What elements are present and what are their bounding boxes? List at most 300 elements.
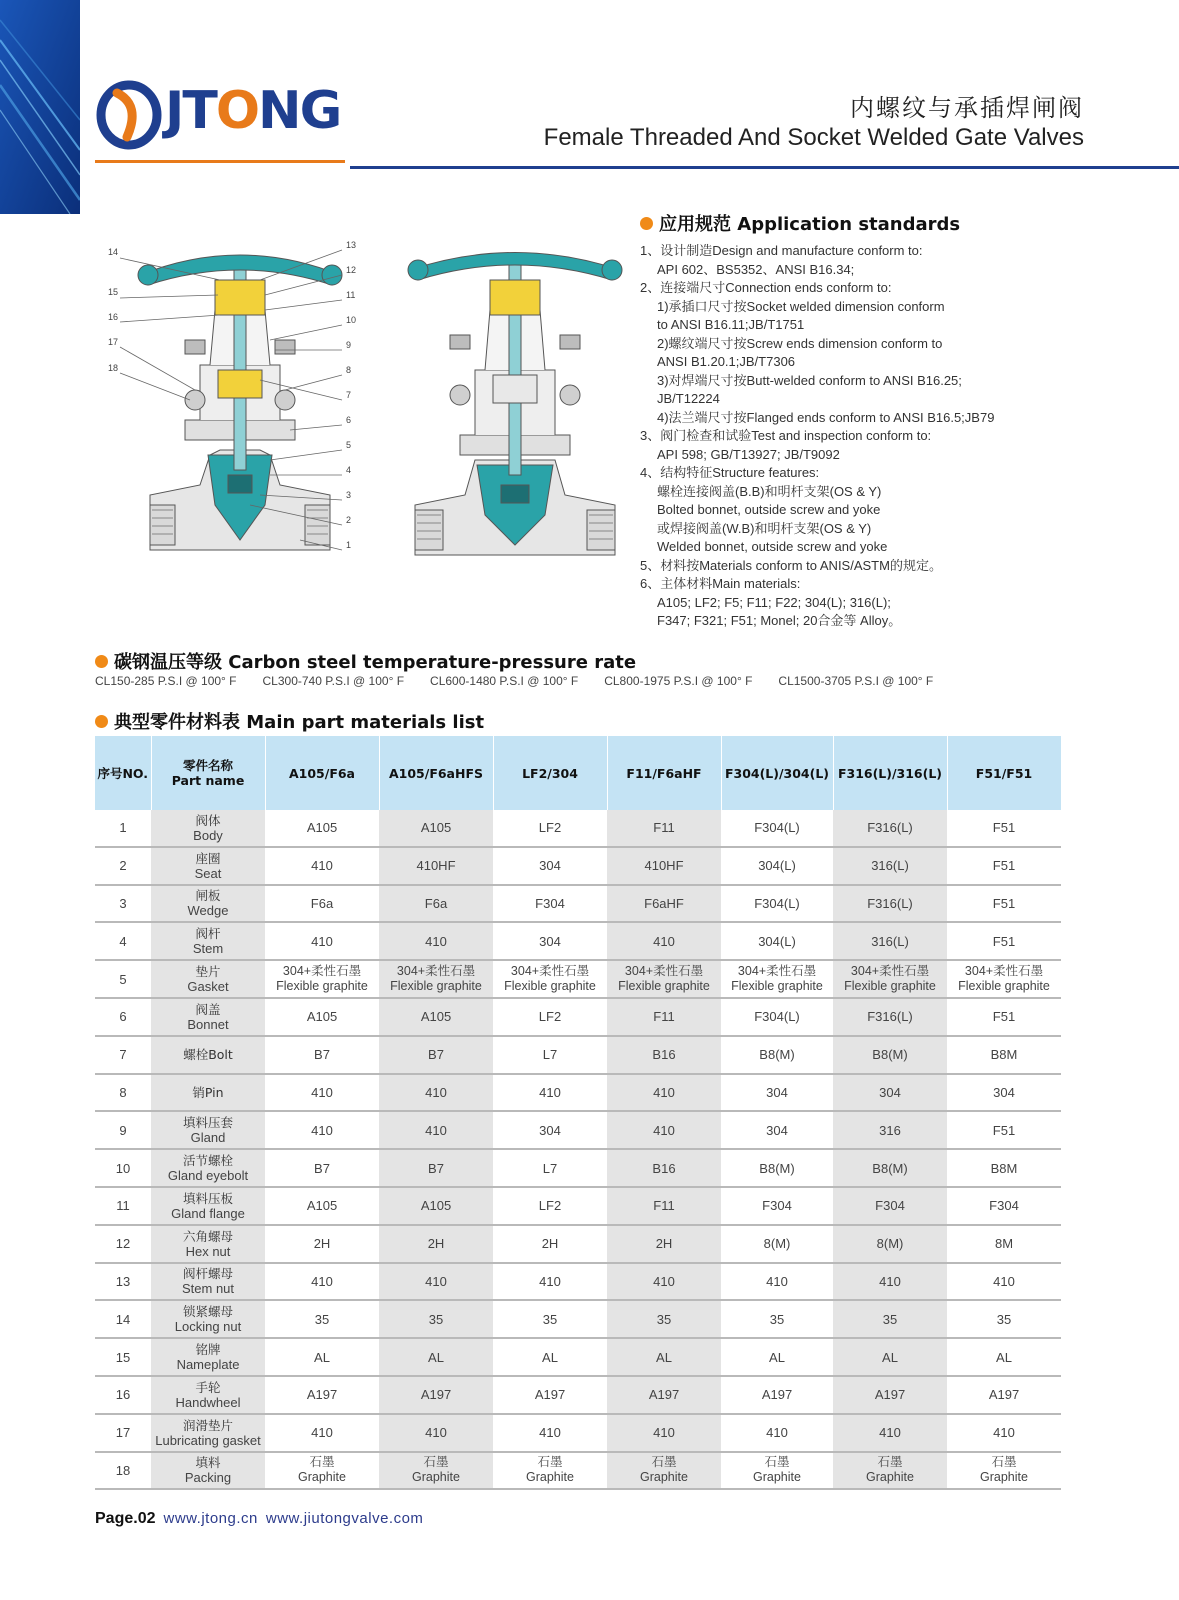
valve-drawing-welded xyxy=(405,240,625,590)
material-value: 304+柔性石墨 xyxy=(964,964,1044,979)
header-col: LF2/304 xyxy=(493,736,607,810)
standards-line: 1)承插口尺寸按Socket welded dimension conform xyxy=(657,298,945,314)
application-standards xyxy=(640,210,1160,631)
part-name-cn: 座圈 xyxy=(195,850,221,866)
material-value-en: Flexible graphite xyxy=(731,979,823,994)
material-cell: 410 xyxy=(265,1074,379,1112)
part-name-cell xyxy=(151,998,265,1036)
page-title-en: Female Threaded And Socket Welded Gate Valves xyxy=(543,124,1084,151)
part-name-en: Gland flange xyxy=(171,1205,245,1221)
table-header-row xyxy=(95,736,1061,810)
callout-6: 6 xyxy=(346,415,352,425)
material-value-en: Flexible graphite xyxy=(276,979,368,994)
row-number: 5 xyxy=(95,960,151,998)
table-row xyxy=(95,1225,1061,1263)
material-cell: A105 xyxy=(379,1187,493,1225)
table-row xyxy=(95,1111,1061,1149)
standards-heading xyxy=(640,210,1160,236)
material-cell: F316(L) xyxy=(833,810,947,847)
material-cell: L7 xyxy=(493,1149,607,1187)
material-cell: 410 xyxy=(721,1414,833,1452)
header-col: F316(L)/316(L) xyxy=(833,736,947,810)
material-cell: 8(M) xyxy=(721,1225,833,1263)
brand-logo xyxy=(95,75,355,165)
page-number: Page.02 xyxy=(95,1510,156,1527)
material-cell: AL xyxy=(379,1338,493,1376)
row-number: 3 xyxy=(95,885,151,923)
material-cell xyxy=(265,1452,379,1490)
row-number: 15 xyxy=(95,1338,151,1376)
material-cell: L7 xyxy=(493,1036,607,1074)
row-number: 10 xyxy=(95,1149,151,1187)
material-cell: 410 xyxy=(379,1074,493,1112)
part-name-cell xyxy=(151,1414,265,1452)
material-cell: 304 xyxy=(721,1111,833,1149)
part-name-cell xyxy=(151,1187,265,1225)
table-row xyxy=(95,847,1061,885)
material-cell: 410 xyxy=(379,1263,493,1301)
standards-line: F347; F321; F51; Monel; 20合金等 Alloy。 xyxy=(657,613,902,628)
material-cell: F6a xyxy=(379,885,493,923)
material-cell xyxy=(265,960,379,998)
part-name-cell xyxy=(151,1074,265,1112)
material-cell xyxy=(493,960,607,998)
material-cell: 2H xyxy=(607,1225,721,1263)
callout-4: 4 xyxy=(346,465,352,475)
row-number: 14 xyxy=(95,1300,151,1338)
table-row xyxy=(95,885,1061,923)
header-col: F11/F6aHF xyxy=(607,736,721,810)
material-cell: A197 xyxy=(607,1376,721,1414)
material-cell: 304 xyxy=(833,1074,947,1112)
material-cell: B16 xyxy=(607,1036,721,1074)
material-cell: A105 xyxy=(265,1187,379,1225)
material-value: 304+柔性石墨 xyxy=(624,964,704,979)
material-value: 石墨 xyxy=(309,1455,335,1470)
callout-16: 16 xyxy=(108,312,119,322)
material-cell: AL xyxy=(721,1338,833,1376)
callout-15: 15 xyxy=(108,287,119,297)
material-cell: B8M xyxy=(947,1149,1061,1187)
header-col: A105/F6aHFS xyxy=(379,736,493,810)
material-cell: F304 xyxy=(947,1187,1061,1225)
material-cell xyxy=(721,960,833,998)
pressure-rates xyxy=(95,674,1095,688)
header-part-cn: 零件名称 xyxy=(182,758,233,773)
material-cell: F6a xyxy=(265,885,379,923)
material-cell: 2H xyxy=(265,1225,379,1263)
callout-8: 8 xyxy=(346,365,352,375)
material-cell: 410 xyxy=(493,1074,607,1112)
material-value-en: Graphite xyxy=(640,1470,688,1485)
part-name-cn: 螺栓Bolt xyxy=(183,1047,233,1063)
standards-line: 2、连接端尺寸Connection ends conform to: xyxy=(640,280,892,295)
bullet-icon xyxy=(640,217,653,230)
carbon-steel-title: 碳钢温压等级 Carbon steel temperature-pressure rate xyxy=(114,652,637,673)
logo-mark-icon xyxy=(95,75,165,155)
standards-line: 4)法兰端尺寸按Flanged ends conform to ANSI B16.5;JB79 xyxy=(657,409,995,425)
material-cell: 35 xyxy=(265,1300,379,1338)
material-cell: LF2 xyxy=(493,810,607,847)
table-row xyxy=(95,1036,1061,1074)
part-name-cell xyxy=(151,1225,265,1263)
part-name-cn: 填料 xyxy=(195,1455,221,1471)
material-value-en: Flexible graphite xyxy=(844,979,936,994)
standards-line: ANSI B1.20.1;JB/T7306 xyxy=(657,354,796,369)
material-cell: F304 xyxy=(493,885,607,923)
callout-17: 17 xyxy=(108,337,119,347)
standards-list xyxy=(640,242,1160,631)
material-value-en: Graphite xyxy=(980,1470,1028,1485)
material-value-en: Graphite xyxy=(866,1470,914,1485)
callout-2: 2 xyxy=(346,515,352,525)
material-cell: 2H xyxy=(493,1225,607,1263)
table-row xyxy=(95,922,1061,960)
material-cell: 410 xyxy=(947,1263,1061,1301)
material-cell: A105 xyxy=(379,810,493,847)
part-name-en: Locking nut xyxy=(174,1319,242,1335)
material-cell: 410 xyxy=(721,1263,833,1301)
standards-line: to ANSI B16.11;JB/T1751 xyxy=(657,317,805,332)
material-cell: AL xyxy=(607,1338,721,1376)
part-name-cn: 铭牌 xyxy=(195,1342,221,1358)
standards-line: 或焊接阀盖(W.B)和明杆支架(OS & Y) xyxy=(657,520,872,536)
material-cell: 410 xyxy=(833,1263,947,1301)
material-cell: 316(L) xyxy=(833,922,947,960)
rate-cl300: CL300-740 P.S.I @ 100° F xyxy=(262,674,405,688)
row-number: 6 xyxy=(95,998,151,1036)
material-cell: B8(M) xyxy=(833,1036,947,1074)
row-number: 12 xyxy=(95,1225,151,1263)
material-cell: F11 xyxy=(607,998,721,1036)
material-cell: F316(L) xyxy=(833,998,947,1036)
material-value-en: Flexible graphite xyxy=(504,979,596,994)
row-number: 13 xyxy=(95,1263,151,1301)
standards-line: 2)螺纹端尺寸按Screw ends dimension conform to xyxy=(657,335,943,351)
material-cell: 35 xyxy=(947,1300,1061,1338)
table-row xyxy=(95,1300,1061,1338)
table-row xyxy=(95,1376,1061,1414)
part-name-en: Lubricating gasket xyxy=(155,1432,261,1448)
part-name-cn: 填料压板 xyxy=(182,1190,233,1206)
material-cell: F51 xyxy=(947,998,1061,1036)
table-row xyxy=(95,1414,1061,1452)
header-part-name xyxy=(151,736,265,810)
bullet-icon xyxy=(95,655,108,668)
material-cell: F11 xyxy=(607,810,721,847)
material-cell: 410 xyxy=(607,922,721,960)
website-link-1[interactable]: www.jtong.cn xyxy=(163,1510,258,1527)
material-cell: 410 xyxy=(607,1414,721,1452)
row-number: 9 xyxy=(95,1111,151,1149)
standards-line: A105; LF2; F5; F11; F22; 304(L); 316(L); xyxy=(657,594,891,610)
material-cell: 410HF xyxy=(379,847,493,885)
header-rule xyxy=(350,166,1179,169)
material-cell: F316(L) xyxy=(833,885,947,923)
row-number: 1 xyxy=(95,810,151,847)
part-name-cn: 阀杆 xyxy=(195,926,221,942)
part-name-cell xyxy=(151,810,265,847)
callout-13: 13 xyxy=(346,240,357,250)
material-cell: B8(M) xyxy=(721,1036,833,1074)
material-cell: LF2 xyxy=(493,998,607,1036)
callout-10: 10 xyxy=(346,315,357,325)
valve-drawing-bolted xyxy=(100,240,380,590)
material-cell: A105 xyxy=(379,998,493,1036)
material-cell: 304(L) xyxy=(721,847,833,885)
material-cell: F51 xyxy=(947,885,1061,923)
callout-11: 11 xyxy=(346,290,356,300)
material-value-en: Graphite xyxy=(412,1470,460,1485)
material-cell: B7 xyxy=(265,1149,379,1187)
material-cell: 316 xyxy=(833,1111,947,1149)
part-name-cn: 锁紧螺母 xyxy=(182,1304,233,1320)
standards-line: API 598; GB/T13927; JB/T9092 xyxy=(657,446,840,462)
part-name-cn: 销Pin xyxy=(192,1084,224,1100)
material-cell xyxy=(493,1452,607,1490)
rate-cl150: CL150-285 P.S.I @ 100° F xyxy=(95,674,237,688)
part-name-cn: 垫片 xyxy=(195,964,221,980)
material-value-en: Flexible graphite xyxy=(958,979,1050,994)
table-row xyxy=(95,1452,1061,1490)
material-cell: 35 xyxy=(833,1300,947,1338)
part-name-cell xyxy=(151,847,265,885)
material-cell: 410 xyxy=(493,1263,607,1301)
material-cell: 35 xyxy=(607,1300,721,1338)
part-name-en: Wedge xyxy=(187,903,229,919)
part-name-cell xyxy=(151,922,265,960)
callout-9: 9 xyxy=(346,340,352,350)
material-cell: 410 xyxy=(833,1414,947,1452)
material-cell: 410 xyxy=(607,1111,721,1149)
part-name-en: Bonnet xyxy=(187,1016,229,1032)
table-row xyxy=(95,1149,1061,1187)
material-cell xyxy=(721,1452,833,1490)
material-cell: B8M xyxy=(947,1036,1061,1074)
material-value: 304+柔性石墨 xyxy=(737,964,817,979)
material-cell: 410HF xyxy=(607,847,721,885)
table-row xyxy=(95,1187,1061,1225)
material-cell: A197 xyxy=(833,1376,947,1414)
part-name-cell xyxy=(151,960,265,998)
part-name-cn: 阀体 xyxy=(195,812,221,828)
header-col: A105/F6a xyxy=(265,736,379,810)
material-cell: AL xyxy=(493,1338,607,1376)
page-title-cn: 内螺纹与承插焊闸阀 xyxy=(850,94,1084,122)
carbon-steel-heading xyxy=(95,648,636,674)
standards-line: API 602、BS5352、ANSI B16.34; xyxy=(657,261,855,277)
material-cell: F51 xyxy=(947,922,1061,960)
materials-heading xyxy=(95,708,484,734)
material-cell: 35 xyxy=(721,1300,833,1338)
material-cell xyxy=(833,1452,947,1490)
part-name-cell xyxy=(151,1452,265,1490)
callout-7: 7 xyxy=(346,390,352,400)
material-cell: 316(L) xyxy=(833,847,947,885)
material-value: 304+柔性石墨 xyxy=(396,964,476,979)
part-name-cn: 阀杆螺母 xyxy=(182,1266,233,1282)
row-number: 2 xyxy=(95,847,151,885)
standards-line: Welded bonnet, outside screw and yoke xyxy=(657,539,888,554)
page-footer xyxy=(95,1510,423,1528)
part-name-en: Seat xyxy=(194,865,222,881)
material-cell: 410 xyxy=(265,1263,379,1301)
material-cell: 410 xyxy=(379,1414,493,1452)
part-name-en: Body xyxy=(193,827,223,843)
row-number: 16 xyxy=(95,1376,151,1414)
material-cell: F6aHF xyxy=(607,885,721,923)
material-cell: 304 xyxy=(721,1074,833,1112)
material-cell: 410 xyxy=(607,1263,721,1301)
website-link-2[interactable]: www.jiutongvalve.com xyxy=(265,1510,424,1527)
standards-line: Bolted bonnet, outside screw and yoke xyxy=(657,502,881,517)
material-cell: B7 xyxy=(379,1149,493,1187)
table-row xyxy=(95,960,1061,998)
material-cell: F11 xyxy=(607,1187,721,1225)
part-name-en: Hex nut xyxy=(185,1243,231,1259)
part-name-en: Handwheel xyxy=(175,1394,241,1410)
material-value: 石墨 xyxy=(991,1455,1017,1470)
material-cell xyxy=(607,1452,721,1490)
part-name-en: Stem nut xyxy=(181,1281,235,1297)
callout-1: 1 xyxy=(346,540,352,550)
row-number: 11 xyxy=(95,1187,151,1225)
callout-18: 18 xyxy=(108,363,119,373)
material-cell xyxy=(379,1452,493,1490)
table-row xyxy=(95,998,1061,1036)
table-row xyxy=(95,1338,1061,1376)
material-cell: 410 xyxy=(265,1111,379,1149)
material-cell: AL xyxy=(947,1338,1061,1376)
part-name-cell xyxy=(151,1036,265,1074)
material-cell: 304 xyxy=(947,1074,1061,1112)
callout-5: 5 xyxy=(346,440,352,450)
part-name-cell xyxy=(151,1338,265,1376)
material-cell: 410 xyxy=(947,1414,1061,1452)
rate-cl1500: CL1500-3705 P.S.I @ 100° F xyxy=(778,674,934,688)
material-value: 304+柔性石墨 xyxy=(282,964,362,979)
materials-table xyxy=(95,736,1062,1490)
part-name-en: Gland eyebolt xyxy=(167,1168,249,1184)
material-value: 304+柔性石墨 xyxy=(850,964,930,979)
material-cell: B16 xyxy=(607,1149,721,1187)
material-cell: 304 xyxy=(493,1111,607,1149)
material-cell: 2H xyxy=(379,1225,493,1263)
material-cell: B8(M) xyxy=(721,1149,833,1187)
material-cell: F51 xyxy=(947,810,1061,847)
row-number: 18 xyxy=(95,1452,151,1490)
table-row xyxy=(95,1074,1061,1112)
material-cell: A197 xyxy=(265,1376,379,1414)
material-cell: F304 xyxy=(721,1187,833,1225)
callout-14: 14 xyxy=(108,247,119,257)
callout-3: 3 xyxy=(346,490,352,500)
material-cell: 8(M) xyxy=(833,1225,947,1263)
material-cell: 410 xyxy=(379,922,493,960)
callout-12: 12 xyxy=(346,265,357,275)
standards-line: JB/T12224 xyxy=(657,391,720,406)
standards-title: 应用规范 Application standards xyxy=(659,214,961,235)
material-cell: LF2 xyxy=(493,1187,607,1225)
row-number: 17 xyxy=(95,1414,151,1452)
part-name-cell xyxy=(151,1300,265,1338)
material-cell: 410 xyxy=(265,847,379,885)
material-cell: A105 xyxy=(265,998,379,1036)
table-row xyxy=(95,1263,1061,1301)
material-cell xyxy=(947,1452,1061,1490)
part-name-en: Gland xyxy=(190,1130,226,1146)
part-name-en: Packing xyxy=(184,1470,232,1486)
material-cell: 410 xyxy=(607,1074,721,1112)
material-cell: B7 xyxy=(265,1036,379,1074)
material-cell: 410 xyxy=(493,1414,607,1452)
header-col: F51/F51 xyxy=(947,736,1061,810)
brand-letter-o: O xyxy=(215,81,259,141)
material-cell: F304(L) xyxy=(721,998,833,1036)
material-cell: A105 xyxy=(265,810,379,847)
material-cell: B7 xyxy=(379,1036,493,1074)
material-cell: 304(L) xyxy=(721,922,833,960)
part-name-cn: 填料压套 xyxy=(182,1115,233,1131)
material-value-en: Flexible graphite xyxy=(618,979,710,994)
standards-line: 5、材料按Materials conform to ANIS/ASTM的规定。 xyxy=(640,557,942,573)
standards-line: 3)对焊端尺寸按Butt-welded conform to ANSI B16.25; xyxy=(657,372,962,388)
rate-cl600: CL600-1480 P.S.I @ 100° F xyxy=(430,674,579,688)
material-cell: A197 xyxy=(493,1376,607,1414)
material-cell: F51 xyxy=(947,847,1061,885)
material-cell xyxy=(947,960,1061,998)
material-value: 石墨 xyxy=(537,1455,563,1470)
part-name-cell xyxy=(151,1149,265,1187)
material-cell xyxy=(833,960,947,998)
material-cell: A197 xyxy=(721,1376,833,1414)
material-cell: AL xyxy=(265,1338,379,1376)
row-number: 8 xyxy=(95,1074,151,1112)
part-name-cn: 活节螺栓 xyxy=(182,1153,233,1169)
table-body xyxy=(95,810,1061,1489)
material-cell: 304 xyxy=(493,847,607,885)
material-cell: 410 xyxy=(265,1414,379,1452)
material-cell xyxy=(607,960,721,998)
logo-underline xyxy=(95,160,345,163)
row-number: 4 xyxy=(95,922,151,960)
standards-line: 螺栓连接阀盖(B.B)和明杆支架(OS & Y) xyxy=(657,483,882,499)
material-cell: A197 xyxy=(947,1376,1061,1414)
part-name-en: Nameplate xyxy=(176,1357,240,1373)
standards-line: 1、设计制造Design and manufacture conform to: xyxy=(640,243,923,258)
material-cell: 304 xyxy=(493,922,607,960)
header-no: 序号NO. xyxy=(95,736,151,810)
material-cell: 410 xyxy=(379,1111,493,1149)
standards-line: 6、主体材料Main materials: xyxy=(640,576,801,591)
material-value-en: Graphite xyxy=(753,1470,801,1485)
part-name-cn: 润滑垫片 xyxy=(182,1417,233,1433)
material-cell: F304 xyxy=(833,1187,947,1225)
material-cell: 8M xyxy=(947,1225,1061,1263)
material-cell: A197 xyxy=(379,1376,493,1414)
header-part-en: Part name xyxy=(171,773,245,788)
part-name-en: Gasket xyxy=(187,979,229,995)
material-value: 石墨 xyxy=(764,1455,790,1470)
material-cell: 35 xyxy=(379,1300,493,1338)
material-value: 石墨 xyxy=(651,1455,677,1470)
part-name-cn: 阀盖 xyxy=(195,1001,221,1017)
material-value: 石墨 xyxy=(423,1455,449,1470)
standards-line: 4、结构特征Structure features: xyxy=(640,465,820,480)
material-cell: F51 xyxy=(947,1111,1061,1149)
material-cell: F304(L) xyxy=(721,885,833,923)
material-value: 石墨 xyxy=(877,1455,903,1470)
